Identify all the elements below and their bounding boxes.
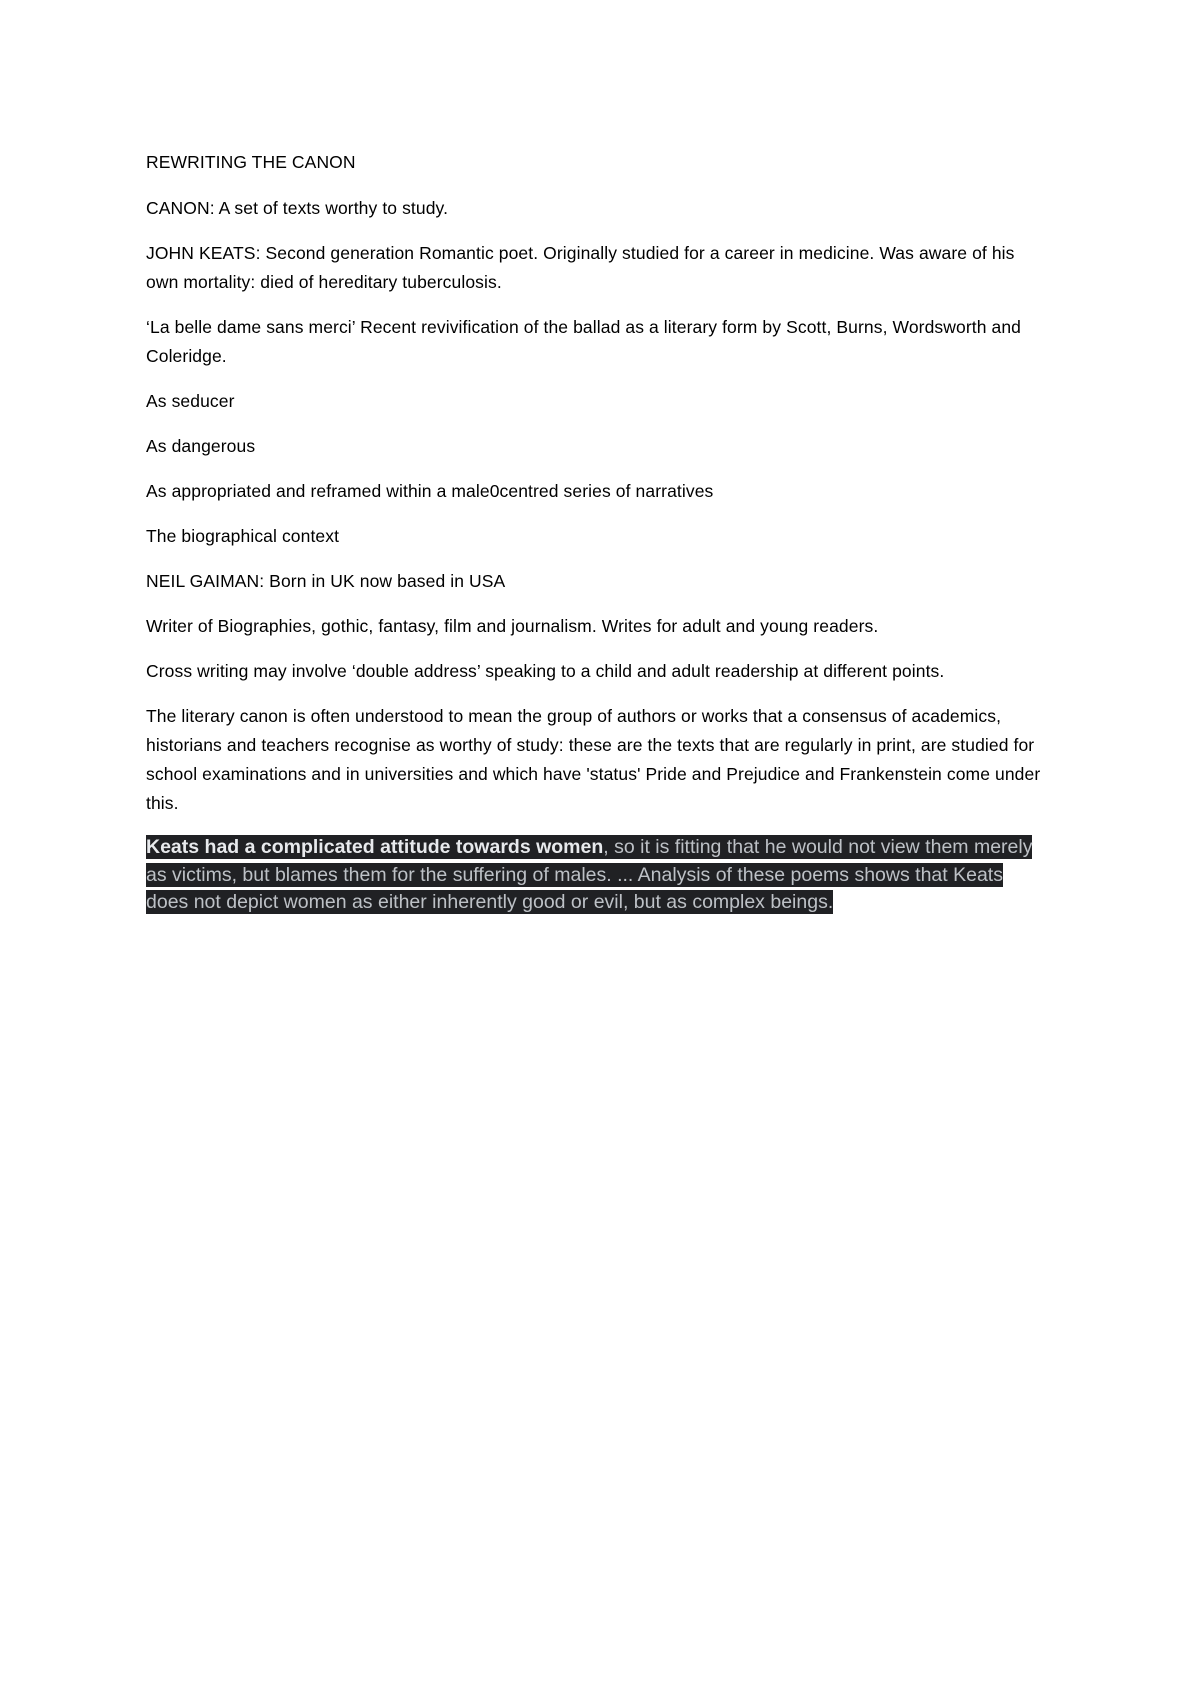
document-body [146, 148, 1046, 936]
highlighted-quote[interactable] [146, 834, 1046, 917]
paragraph-as-dangerous: As dangerous [146, 436, 256, 456]
paragraph-john-keats: JOHN KEATS: Second generation Romantic poet. Originally studied for a career in medicine. Was aware of his own mortality: died of hereditary tuberculosis. [146, 243, 1015, 292]
paragraph-writer-of: Writer of Biographies, gothic, fantasy, film and journalism. Writes for adult and young readers. [146, 616, 879, 636]
paragraph-literary-canon: The literary canon is often understood to mean the group of authors or works that a consensus of academics, historians and teachers recognise as worthy of study: these are the texts that are regularly in print, are studied for school examinations and in universities and which have 'status' Pride and Prejudice and Frankenstein come under this. [146, 706, 1041, 813]
paragraph-cross-writing: Cross writing may involve ‘double address’ speaking to a child and adult readership at different points. [146, 661, 945, 681]
highlighted-quote-bold: Keats had a complicated attitude towards women [146, 836, 604, 858]
paragraph-canon-definition: CANON: A set of texts worthy to study. [146, 198, 449, 218]
paragraph-neil-gaiman: NEIL GAIMAN: Born in UK now based in USA [146, 571, 506, 591]
highlighted-quote-rest: , so it is fitting that he would not view them merely as victims, but blames them for the suffering of males. ... Analysis of these poems shows that Keats does not depict women as either inherently good or evil, but as complex beings. [146, 836, 1033, 913]
document-title: REWRITING THE CANON [146, 152, 356, 172]
paragraph-as-appropriated: As appropriated and reframed within a male0centred series of narratives [146, 481, 714, 501]
paragraph-as-seducer: As seducer [146, 391, 235, 411]
paragraph-biographical-context: The biographical context [146, 526, 340, 546]
paragraph-la-belle-dame: ‘La belle dame sans merci’ Recent revivification of the ballad as a literary form by Scott, Burns, Wordsworth and Coleridge. [146, 317, 1022, 366]
